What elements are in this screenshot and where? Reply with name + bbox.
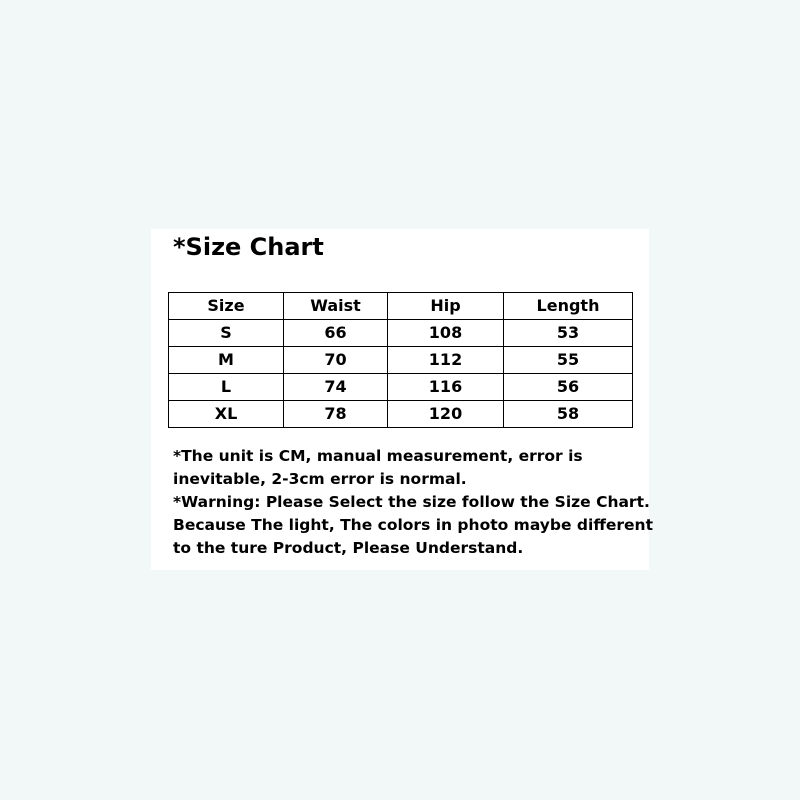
cell-length: 55 bbox=[504, 347, 633, 374]
cell-size: XL bbox=[169, 401, 284, 428]
column-header-size: Size bbox=[169, 293, 284, 320]
cell-size: M bbox=[169, 347, 284, 374]
cell-hip: 112 bbox=[388, 347, 504, 374]
cell-waist: 70 bbox=[284, 347, 388, 374]
cell-hip: 108 bbox=[388, 320, 504, 347]
notes-block bbox=[173, 445, 653, 560]
column-header-length: Length bbox=[504, 293, 633, 320]
note-line: Because The light, The colors in photo maybe different bbox=[173, 516, 653, 534]
cell-waist: 74 bbox=[284, 374, 388, 401]
page-title: *Size Chart bbox=[173, 233, 324, 261]
note-line: to the ture Product, Please Understand. bbox=[173, 539, 524, 557]
cell-size: L bbox=[169, 374, 284, 401]
cell-length: 53 bbox=[504, 320, 633, 347]
cell-waist: 78 bbox=[284, 401, 388, 428]
table-row bbox=[169, 374, 633, 401]
table-row bbox=[169, 401, 633, 428]
note-line: inevitable, 2-3cm error is normal. bbox=[173, 470, 467, 488]
table-row bbox=[169, 320, 633, 347]
note-line: *The unit is CM, manual measurement, error is bbox=[173, 447, 583, 465]
cell-length: 58 bbox=[504, 401, 633, 428]
warning-line: *Warning: Please Select the size follow the Size Chart. bbox=[173, 493, 650, 511]
cell-waist: 66 bbox=[284, 320, 388, 347]
table-header-row bbox=[169, 293, 633, 320]
cell-length: 56 bbox=[504, 374, 633, 401]
column-header-waist: Waist bbox=[284, 293, 388, 320]
cell-hip: 120 bbox=[388, 401, 504, 428]
column-header-hip: Hip bbox=[388, 293, 504, 320]
cell-hip: 116 bbox=[388, 374, 504, 401]
table-row bbox=[169, 347, 633, 374]
size-chart-card bbox=[151, 229, 653, 570]
cell-size: S bbox=[169, 320, 284, 347]
size-table bbox=[168, 292, 633, 428]
